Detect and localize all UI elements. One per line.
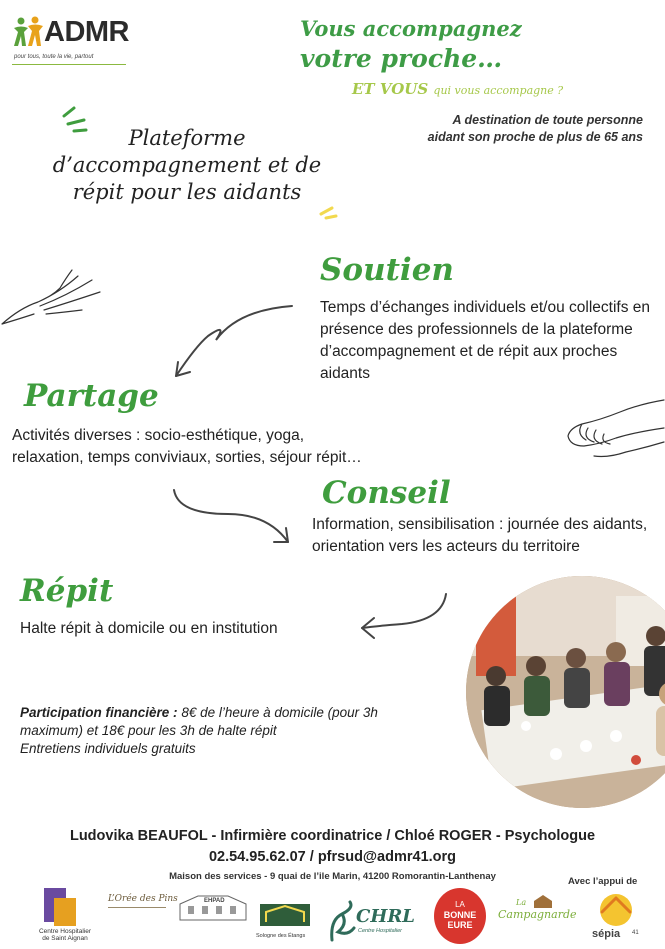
group-photo-illustration: [466, 576, 665, 808]
brand-name: ADMR: [44, 16, 129, 48]
target-audience: [428, 112, 643, 146]
platform-title: [42, 125, 332, 206]
support-label: Avec l’appui de: [568, 876, 638, 887]
contact-line: [0, 849, 665, 865]
target-line2: aidant son proche de plus de 65 ans: [427, 130, 643, 144]
ehpad-building-icon: [178, 892, 248, 922]
partner-6-line2: Campagnarde: [498, 908, 577, 921]
partner-logo-sologne-etangs: [256, 900, 314, 940]
partner-5-line2: BONNE: [443, 910, 477, 920]
admr-logo: [10, 14, 130, 66]
chrl-dragon-icon: [328, 900, 358, 944]
repit-title: Répit: [20, 573, 114, 609]
partner-logo-oree-des-pins: [108, 894, 178, 924]
admr-figures-icon: [10, 14, 46, 50]
partner-2-line1: EHPAD: [204, 898, 225, 904]
sepia-house-icon: [594, 888, 638, 928]
arrow-partage-to-conseil: [168, 484, 298, 554]
brand-underline: [12, 64, 126, 65]
conseil-title: Conseil: [322, 475, 451, 511]
partner-0-line2: de Saint Aignan: [42, 935, 88, 942]
partner-logo-ch-saint-aignan: [34, 888, 96, 946]
partner-5-line1: LA: [455, 900, 465, 909]
platform-title-line3: répit pour les aidants: [72, 180, 302, 204]
contact-names: Ludovika BEAUFOL - Infirmière coordinatrice / Chloé ROGER - Psychologue: [69, 828, 596, 844]
partner-logo-bonne-eure: [434, 888, 486, 944]
finance-info: [20, 704, 440, 758]
partner-0-line1: Centre Hospitalier: [38, 928, 92, 935]
finance-label: Participation financière :: [20, 705, 178, 720]
contact-email[interactable]: pfrsud@admr41.org: [317, 849, 457, 865]
partner-3-line1: Sologne des Étangs: [256, 933, 306, 939]
partage-title: Partage: [24, 378, 159, 414]
headline-line3: [352, 80, 563, 98]
soutien-text: Temps d’échanges individuels et/ou collectifs en présence des professionnels de la plateforme d’accompagnement et de répit aux proches aidants: [320, 299, 650, 382]
headline-et-vous: ET VOUS: [352, 80, 429, 98]
conseil-text: Information, sensibilisation : journée des aidants, orientation vers les acteurs du territoire: [312, 516, 648, 555]
arrow-soutien-to-partage: [168, 300, 298, 385]
partner-4-line1: CHRL: [356, 906, 415, 927]
soutien-title: Soutien: [320, 252, 454, 288]
hand-drawing-icon: [0, 266, 110, 336]
target-line1: A destination de toute personne: [452, 113, 643, 127]
finance-text: 8€ de l’heure à domicile (pour 3h maximum) et 18€ pour les 3h de halte répit: [20, 705, 378, 738]
sologne-roof-icon: [256, 900, 314, 928]
campagnarde-house-icon: [532, 894, 554, 910]
arrow-conseil-to-repit: [356, 590, 454, 650]
partner-logo-chrl: [328, 900, 420, 944]
partner-5-line3: EURE: [447, 920, 473, 930]
contact-address: Maison des services - 9 quai de l’ile Marin, 41200 Romorantin-Lanthenay: [169, 871, 496, 882]
contact-phone[interactable]: 02.54.95.62.07: [208, 849, 306, 865]
platform-title-line1: Plateforme: [128, 126, 246, 150]
ch-building2-icon: [54, 898, 76, 926]
group-photo: [466, 576, 665, 808]
partner-logo-ehpad: [178, 892, 248, 936]
contact-separator: /: [309, 849, 314, 865]
headline-line1: Vous accompagnez: [300, 16, 522, 41]
partner-logo-campagnarde: [498, 898, 577, 938]
finance-line2: Entretiens individuels gratuits: [20, 741, 196, 756]
partner-7-line2: 41: [632, 930, 639, 936]
brand-tagline: pour tous, toute la vie, partout: [14, 54, 94, 60]
clasped-hands-icon: [560, 390, 665, 470]
platform-title-line2: d’accompagnement et de: [52, 153, 322, 177]
partner-1-line1: L’Orée des Pins: [108, 894, 178, 904]
partner-7-line1: sépia: [592, 928, 621, 940]
repit-text: Halte répit à domicile ou en institution: [20, 620, 278, 637]
partage-text: Activités diverses : socio-esthétique, yoga, relaxation, temps conviviaux, sorties, séjour répit…: [12, 427, 362, 466]
headline-question: qui vous accompagne ?: [433, 84, 564, 97]
partner-logo-sepia: [588, 888, 646, 944]
partner-4-line2: Centre Hospitalier: [358, 928, 403, 934]
partner-6-line1: La: [516, 898, 527, 907]
headline-line2: votre proche…: [300, 44, 503, 73]
